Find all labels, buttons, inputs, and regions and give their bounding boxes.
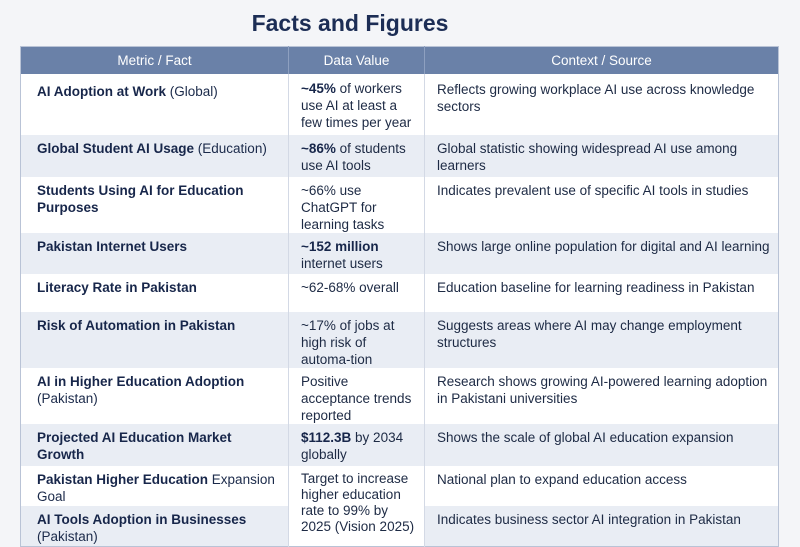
table-row xyxy=(21,274,779,312)
value-text: of students use AI tools xyxy=(301,141,406,173)
metric-cell xyxy=(21,466,289,506)
metric-label: Pakistan Higher Education xyxy=(37,472,209,487)
value-text: Positive acceptance trends reported xyxy=(301,374,412,423)
value-text: of workers use AI at least a few times per year xyxy=(301,81,412,130)
value-text: ~17% of jobs at high risk of automa-tion xyxy=(301,318,395,367)
table-row xyxy=(21,233,779,274)
context-cell: Research shows growing AI-powered learning adoption in Pakistani universities xyxy=(437,374,768,406)
context-cell: Shows large online population for digital and AI learning xyxy=(425,233,779,274)
table-row xyxy=(21,424,779,466)
value-cell xyxy=(289,466,425,546)
metric-cell xyxy=(21,368,289,424)
value-text: by 2034 globally xyxy=(301,430,404,462)
value-cell xyxy=(289,424,425,466)
value-cell xyxy=(289,274,425,312)
column-header-value: Data Value xyxy=(289,47,425,75)
table-row xyxy=(21,466,779,506)
value-cell xyxy=(289,233,425,274)
table-row xyxy=(21,74,779,135)
context-cell: Global statistic showing widespread AI use among learners xyxy=(425,135,779,177)
table-row xyxy=(21,135,779,177)
facts-table xyxy=(20,46,779,547)
metric-label: AI in Higher Education Adoption xyxy=(37,374,245,389)
table-row xyxy=(21,177,779,233)
metric-cell xyxy=(21,274,289,312)
metric-qualifier: (Pakistan) xyxy=(37,391,98,406)
column-header-context: Context / Source xyxy=(425,47,779,75)
metric-cell xyxy=(21,135,289,177)
value-cell xyxy=(289,368,425,424)
value-text: Target to increase higher education rate to 99% by 2025 (Vision 2025) xyxy=(301,471,415,534)
context-cell: Suggests areas where AI may change employment structures xyxy=(425,312,779,368)
value-highlight: ~86% xyxy=(301,141,336,156)
metric-label: Literacy Rate in Pakistan xyxy=(37,280,197,295)
value-text: internet users xyxy=(301,256,383,271)
metric-label: Global Student AI Usage xyxy=(37,141,195,156)
context-cell: Reflects growing workplace AI use across knowledge sectors xyxy=(437,82,755,114)
value-cell xyxy=(289,135,425,177)
metric-cell xyxy=(21,424,289,466)
context-cell: Indicates business sector AI integration in Pakistan xyxy=(425,506,779,546)
metric-cell xyxy=(21,74,289,135)
context-cell: Indicates prevalent use of specific AI tools in studies xyxy=(437,183,749,198)
value-cell xyxy=(289,74,425,135)
value-highlight: ~152 million xyxy=(301,239,379,254)
value-cell xyxy=(289,312,425,368)
value-highlight: $112.3B xyxy=(301,430,352,445)
metric-label: Projected AI Education Market Growth xyxy=(37,430,232,462)
value-text: ~62-68% overall xyxy=(301,280,399,295)
metric-cell xyxy=(21,233,289,274)
value-cell xyxy=(289,177,425,233)
metric-qualifier: (Pakistan) xyxy=(37,529,98,544)
metric-qualifier: (Global) xyxy=(166,84,218,99)
metric-cell xyxy=(21,312,289,368)
table-row xyxy=(21,312,779,368)
metric-qualifier: (Education) xyxy=(194,141,267,156)
metric-label: AI Adoption at Work xyxy=(37,84,166,99)
metric-cell xyxy=(21,506,289,546)
table-header xyxy=(21,47,779,75)
table-row xyxy=(21,368,779,424)
metric-label: Pakistan Internet Users xyxy=(37,239,188,254)
metric-cell xyxy=(21,177,289,233)
metric-label: Students Using AI for Education Purposes xyxy=(37,183,244,215)
value-highlight: ~45% xyxy=(301,81,336,96)
metric-label: Risk of Automation in Pakistan xyxy=(37,318,236,333)
page-title: Facts and Figures xyxy=(251,10,449,36)
context-cell: Shows the scale of global AI education expansion xyxy=(425,424,779,466)
context-cell: Education baseline for learning readiness in Pakistan xyxy=(437,280,755,295)
value-text: ~66% use ChatGPT for learning tasks xyxy=(301,183,385,232)
metric-qualifier: Expansion Goal xyxy=(37,472,275,504)
column-header-metric: Metric / Fact xyxy=(21,47,289,75)
metric-label: AI Tools Adoption in Businesses xyxy=(37,512,247,527)
context-cell: National plan to expand education access xyxy=(437,472,687,487)
